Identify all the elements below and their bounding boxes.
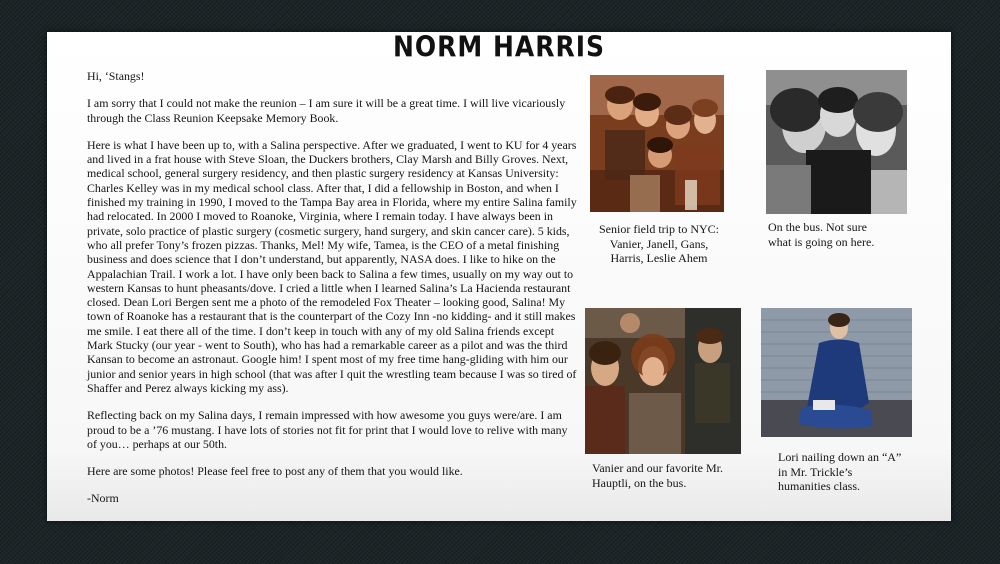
photo-lori <box>761 308 912 437</box>
letter-paragraph-4: Here are some photos! Please feel free to post any of them that you would like. <box>87 464 463 479</box>
letter-paragraph-3: Reflecting back on my Salina days, I remain impressed with how awesome you guys were/are. I am proud to be a ’76 mustang. I have lots of stories not fit for print that I would love to relive with many of you… perhaps at our 50th. <box>87 408 568 451</box>
letter-paragraph-2: Here is what I have been up to, with a Salina perspective. After we graduated, I went to KU for 4 years and lived in a frat house with Steve Sloan, the Duckers brothers, Clay Marsh and Billy Groves. Next, medical school, general surgery residency, and then plastic surgery residency at Kansas University: Charles Kelley was in my medical school class. After that, I did a fellowship in Boston, and when I finished my training in 1990, I moved to the Tampa Bay area in Florida, where my entire Salina family had relocated. In 2000 I moved to Roanoke, Virginia, where I remain today. I have always been in private, solo practice of plastic surgery (cosmetic surgery, hand surgery, and skin cancer care). 5 kids, who all prefer Tony’s frozen pizzas. Thanks, Mel! My wife, Tamea, is the CEO of a metal finishing business and does science that I don’t understand, but apparently, NASA does. I like to hike on the Appalachian Trail. I work a lot. I have only been back to Salina a few times, usually on my way out to western Kansas to hunt pheasants/dove. I cried a little when I learned Salina’s La Hacienda restaurant closed. Dean Lori Bergen sent me a photo of the remodeled Fox Theater – looking good, Salina! My town of Roanoke has a restaurant that is the counterpart of the Cozy Inn -no kidding- and it still makes me smile. I eat there all of the time. I don’t keep in touch with any of my old Salina friends except Mark Stucky (our year - went to South), who has had a remarkable career as a pilot and was the third Kansan to become an astronaut. Google him! I spent most of my free time hang-gliding with him our junior and senior years in high school (that was after I quit the wrestling team because I was so tired of Shaffer and Perez always kicking my ass). <box>87 137 577 395</box>
letter-body <box>87 69 577 519</box>
photo-vanier-hauptli <box>585 308 741 454</box>
memory-book-page <box>47 29 951 521</box>
letter-signature: -Norm <box>87 491 119 506</box>
caption-on-the-bus: On the bus. Not sure what is going on here. <box>768 220 875 249</box>
caption-field-trip: Senior field trip to NYC: Vanier, Janell, Gans, Harris, Leslie Ahem <box>599 222 719 265</box>
caption-lori: Lori nailing down an “A” in Mr. Trickle’s humanities class. <box>778 450 902 493</box>
page-title: NORM HARRIS <box>392 29 606 64</box>
letter-paragraph-1: I am sorry that I could not make the reunion – I am sure it will be a great time. I will live vicariously through the Class Reunion Keepsake Memory Book. <box>87 96 566 125</box>
photo-field-trip <box>590 75 724 212</box>
photo-on-the-bus <box>766 70 907 214</box>
letter-greeting: Hi, ‘Stangs! <box>87 69 145 83</box>
caption-vanier-hauptli: Vanier and our favorite Mr. Hauptli, on the bus. <box>592 461 723 490</box>
